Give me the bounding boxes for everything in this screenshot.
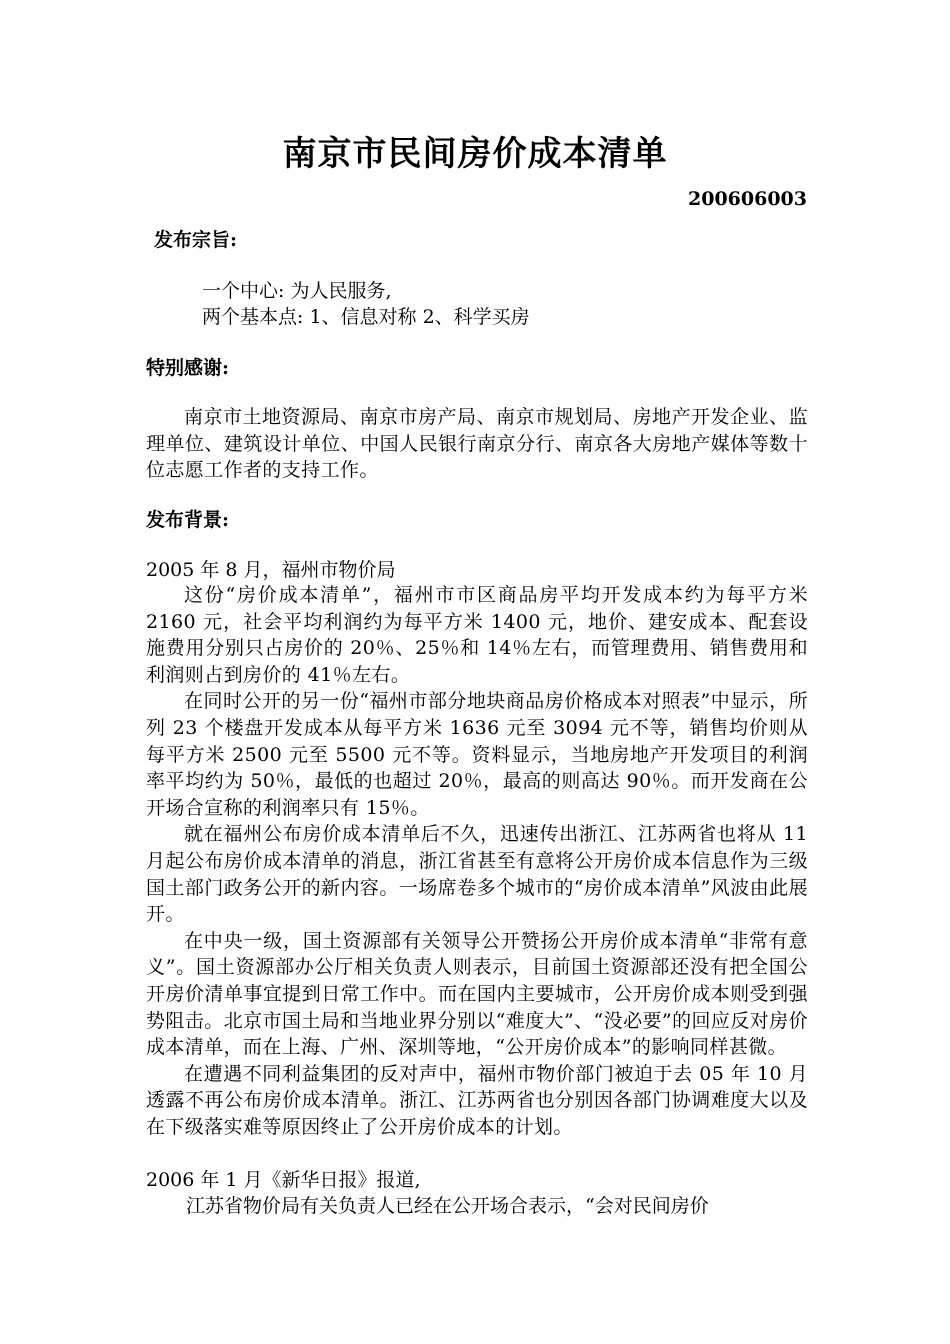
page-title: 南京市民间房价成本清单 <box>282 134 668 174</box>
background-paragraph: 在同时公开的另一份“福州市部分地块商品房价格成本对照表”中显示，所列 23 个楼盘开发成本从每平方米 1636 元至 3094 元不等，销售均价则从每平方米 2500 元至 5500 元不等。资料显示，当地房地产开发项目的利润率平均约为 50％，最低的也超过 20％，最高的则高达 90％。而开发商在公开场合宣称的利润率只有 15％。 <box>146 690 808 819</box>
purpose-heading: 发布宗旨: <box>154 229 238 251</box>
background-paragraph: 就在福州公布房价成本清单后不久，迅速传出浙江、江苏两省也将从 11 月起公布房价成本清单的消息，浙江省甚至有意将公开房价成本信息作为三级国土部门政务公开的新内容。一场席卷多个城市的“房价成本清单”风波由此展开。 <box>146 823 808 926</box>
background-paragraph: 这份“房价成本清单”，福州市市区商品房平均开发成本约为每平方米 2160 元，社会平均利润约为每平方米 1400 元，地价、建安成本、配套设施费用分别只占房价的 20％、25％和 14％左右，而管理费用、销售费用和利润则占到房价的 41％左右。 <box>146 584 808 686</box>
background-paragraph: 在遭遇不同利益集团的反对声中，福州市物价部门被迫于去 05 年 10 月透露不再公布房价成本清单。浙江、江苏两省也分别因各部门协调难度大以及在下级落实难等原因终止了公开房价成本的计划。 <box>146 1062 808 1138</box>
thanks-text: 南京市土地资源局、南京市房产局、南京市规划局、房地产开发企业、监理单位、建筑设计单位、中国人民银行南京分行、南京各大房地产媒体等数十位志愿工作者的支持工作。 <box>146 406 808 482</box>
source-line-2: 2006 年 1 月《新华日报》报道, <box>146 1169 421 1191</box>
purpose-line-1: 一个中心: 为人民服务, <box>202 280 392 302</box>
purpose-line-2: 两个基本点: 1、信息对称 2、科学买房 <box>202 306 530 328</box>
last-line: 江苏省物价局有关负责人已经在公开场合表示，“会对民间房价 <box>186 1195 709 1217</box>
document-number: 200606003 <box>688 188 807 210</box>
source-line-1: 2005 年 8 月，福州市物价局 <box>146 559 396 581</box>
background-body <box>146 582 808 1140</box>
thanks-paragraph <box>146 404 808 484</box>
thanks-heading: 特别感谢: <box>146 357 230 379</box>
background-paragraph: 在中央一级，国土资源部有关领导公开赞扬公开房价成本清单“非常有意义”。国土资源部办公厅相关负责人则表示，目前国土资源部还没有把全国公开房价清单事宜提到日常工作中。而在国内主要城市，公开房价成本则受到强势阻击。北京市国土局和当地业界分别以“难度大”、“没必要”的回应反对房价成本清单，而在上海、广州、深圳等地，“公开房价成本”的影响同样甚微。 <box>146 929 808 1059</box>
background-heading: 发布背景: <box>146 509 230 531</box>
